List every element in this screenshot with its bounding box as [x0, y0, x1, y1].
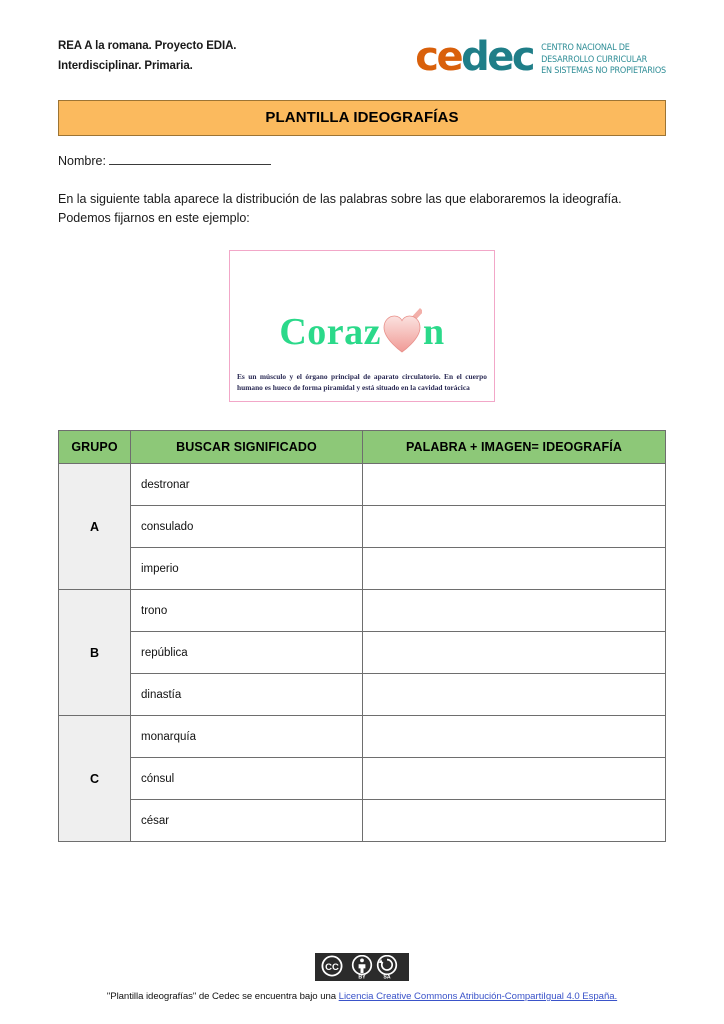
table-body	[59, 464, 666, 842]
header-line-1: REA A la romana. Proyecto EDIA.	[58, 40, 237, 52]
ideography-cell[interactable]	[363, 548, 666, 590]
cedec-logo-wordmark	[415, 34, 534, 80]
word-cell: consulado	[131, 506, 363, 548]
ideography-table	[58, 430, 666, 842]
header-title-block	[58, 36, 236, 76]
column-header-grupo: GRUPO	[59, 431, 131, 464]
name-field-label: Nombre:	[58, 153, 106, 168]
document-footer	[0, 953, 724, 1002]
example-word	[279, 307, 445, 354]
example-figure-wrap	[58, 250, 666, 402]
ideography-cell[interactable]	[363, 800, 666, 842]
column-header-buscar-significado: BUSCAR SIGNIFICADO	[131, 431, 363, 464]
table-row	[59, 674, 666, 716]
license-link[interactable]: Licencia Creative Commons Atribución-CompartiIgual 4.0 España.	[338, 991, 618, 1002]
table-header-row	[59, 431, 666, 464]
ideography-cell[interactable]	[363, 758, 666, 800]
cedec-logo-tagline	[541, 43, 666, 78]
ideography-cell[interactable]	[363, 632, 666, 674]
cedec-logo	[415, 36, 666, 78]
title-banner	[58, 100, 666, 136]
table-row	[59, 464, 666, 506]
group-label-b: B	[59, 590, 131, 716]
example-word-suffix: n	[423, 311, 445, 354]
ideography-cell[interactable]	[363, 506, 666, 548]
example-figure-caption: Es un músculo y el órgano principal de aparato circulatorio. En el cuerpo humano es hueco de forma piramidal y está situado en la cavidad torácica	[237, 371, 487, 393]
cedec-tagline-line-3: EN SISTEMAS NO PROPIETARIOS	[541, 66, 666, 77]
svg-text:SA: SA	[383, 974, 391, 979]
group-label-c: C	[59, 716, 131, 842]
example-word-prefix: Coraz	[279, 311, 382, 354]
license-text	[0, 991, 724, 1002]
ideography-cell[interactable]	[363, 716, 666, 758]
cedec-tagline-line-2: DESARROLLO CURRICULAR	[541, 54, 648, 65]
header-line-2: Interdisciplinar. Primaria.	[58, 60, 193, 73]
page-title: PLANTILLA IDEOGRAFÍAS	[265, 109, 459, 127]
word-cell: imperio	[131, 548, 363, 590]
ideography-cell[interactable]	[363, 464, 666, 506]
cedec-logo-ce: ce	[415, 34, 462, 80]
sa-icon	[378, 956, 397, 979]
svg-text:CC: CC	[325, 962, 339, 973]
intro-paragraph: En la siguiente tabla aparece la distribución de las palabras sobre las que elaboraremos la ideografía. Podemos fijarnos en este ejemplo:	[58, 191, 622, 225]
column-header-palabra-imagen: PALABRA + IMAGEN= IDEOGRAFÍA	[363, 431, 666, 464]
name-field-row	[58, 154, 666, 168]
table-row	[59, 632, 666, 674]
by-icon	[353, 956, 372, 979]
example-ideography-figure	[229, 250, 495, 402]
cc-icon	[322, 956, 341, 975]
creative-commons-badge[interactable]	[315, 953, 409, 981]
example-word-row	[230, 251, 494, 353]
word-cell: destronar	[131, 464, 363, 506]
cedec-logo-dec: dec	[461, 34, 534, 80]
heart-icon	[382, 307, 422, 353]
ideography-cell[interactable]	[363, 674, 666, 716]
license-text-prefix: "Plantilla ideografías" de Cedec se encuentra bajo una	[106, 991, 339, 1002]
name-input[interactable]	[109, 154, 271, 165]
document-header	[58, 0, 666, 78]
table-row	[59, 800, 666, 842]
word-cell: césar	[131, 800, 363, 842]
table-row	[59, 758, 666, 800]
svg-text:BY: BY	[358, 974, 366, 979]
table-header	[59, 431, 666, 464]
word-cell: república	[131, 632, 363, 674]
table-row	[59, 590, 666, 632]
ideography-cell[interactable]	[363, 590, 666, 632]
word-cell: trono	[131, 590, 363, 632]
table-row	[59, 716, 666, 758]
word-cell: dinastía	[131, 674, 363, 716]
group-label-a: A	[59, 464, 131, 590]
word-cell: cónsul	[131, 758, 363, 800]
table-row	[59, 548, 666, 590]
cedec-tagline-line-1: CENTRO NACIONAL DE	[541, 43, 630, 53]
table-row	[59, 506, 666, 548]
word-cell: monarquía	[131, 716, 363, 758]
